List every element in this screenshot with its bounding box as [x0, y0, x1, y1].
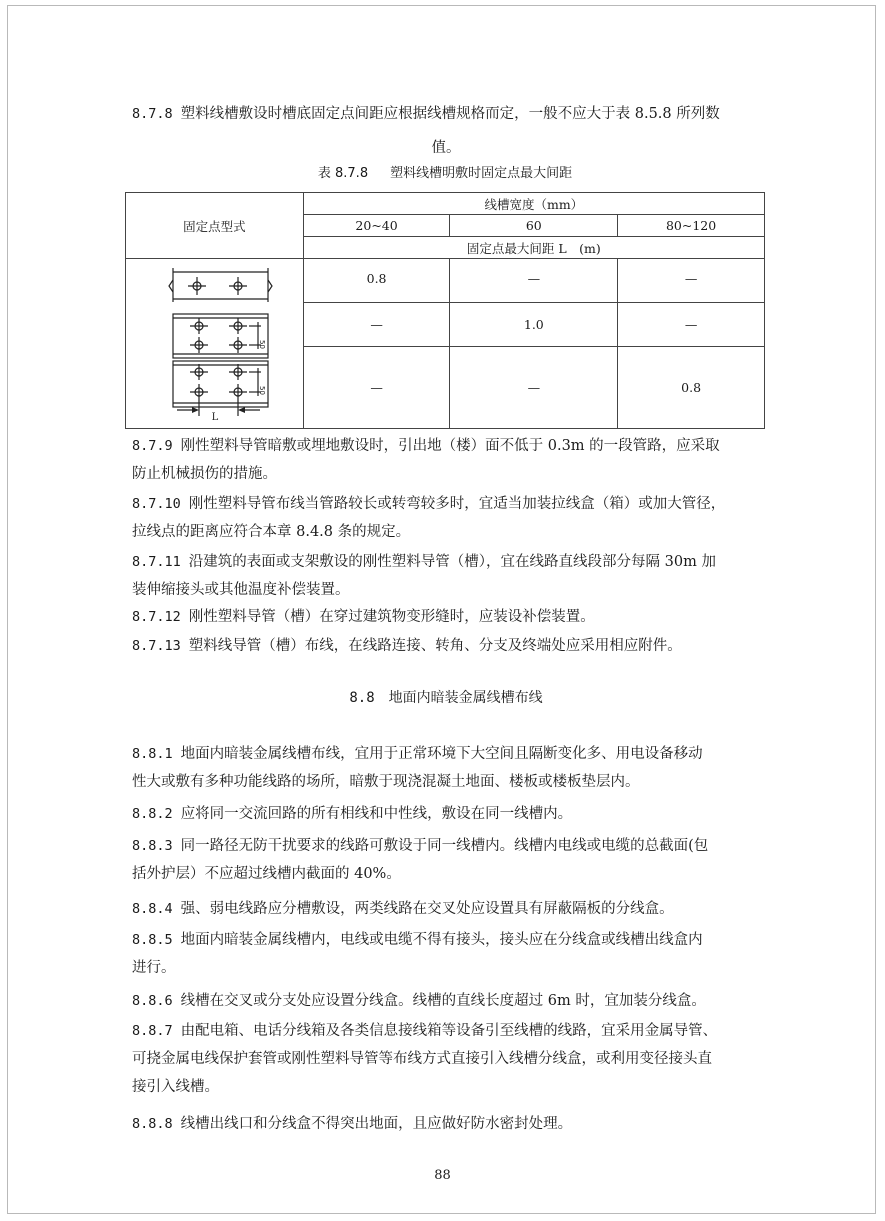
clause-text: 线槽出线口和分线盒不得突出地面，且应做好防水密封处理。 — [180, 1116, 573, 1132]
clause-text: 刚性塑料导管布线当管路较长或转弯较多时，宜适当加装拉线盒（箱）或加大管径， — [188, 496, 726, 512]
clause-text: 接引入线槽。 — [132, 1079, 219, 1095]
clause-text: 刚性塑料导管暗敷或埋地敷设时，引出地（楼）面不低于 0.3m 的一段管路，应采取 — [180, 438, 720, 454]
clause-number: 8.7.8 — [132, 106, 173, 122]
single-row-fixing-diagram — [169, 268, 272, 302]
clause-8-7-9 — [132, 432, 760, 488]
clause-text: 地面内暗装金属线槽内，电线或电缆不得有接头，接头应在分线盒或线槽出线盒内 — [180, 932, 703, 948]
clause-text: 括外护层）不应超过线槽内截面的 40%。 — [132, 866, 401, 882]
section-heading — [132, 686, 760, 710]
clause-number: 8.8.4 — [132, 901, 173, 917]
clause-text: 可挠金属电线保护套管或刚性塑料导管等布线方式直接引入线槽分线盒，或利用变径接头直 — [132, 1051, 712, 1067]
clause-8-7-8 — [132, 100, 760, 128]
dimension-50-label: 50 — [258, 340, 266, 349]
clause-8-7-13 — [132, 632, 760, 660]
clause-number: 8.8.3 — [132, 838, 173, 854]
page-number: 88 — [434, 1168, 451, 1183]
table-cell: — — [303, 303, 450, 347]
double-row-fixing-diagram — [173, 314, 268, 358]
dimension-L-label: L — [211, 412, 219, 423]
section-title: 地面内暗装金属线槽布线 — [388, 690, 543, 706]
clause-text: 性大或敷有多种功能线路的场所，暗敷于现浇混凝土地面、楼板或楼板垫层内。 — [132, 774, 640, 790]
section-number: 8.8 — [349, 690, 375, 706]
width-80-120: 80~120 — [618, 215, 765, 237]
header-fix-type: 固定点型式 — [126, 193, 304, 259]
clause-continuation: 值。 — [431, 140, 461, 156]
clause-8-7-12 — [132, 603, 760, 631]
clause-8-8-2 — [132, 800, 760, 828]
clause-number: 8.8.6 — [132, 993, 173, 1009]
clause-text: 强、弱电线路应分槽敷设，两类线路在交叉处应设置具有屏蔽隔板的分线盒。 — [180, 901, 674, 917]
clause-8-8-4 — [132, 895, 760, 923]
clause-text: 应将同一交流回路的所有相线和中性线，敷设在同一线槽内。 — [180, 806, 573, 822]
table-cell: 1.0 — [450, 303, 618, 347]
clause-8-7-11 — [132, 548, 760, 604]
dimension-50-label: 50 — [258, 386, 266, 395]
header-trunking-width: 线槽宽度（mm） — [303, 193, 764, 215]
table-cell: — — [303, 347, 450, 429]
clause-text: 塑料线槽敷设时槽底固定点间距应根据线槽规格而定，一般不应大于表 8.5.8 所列数 — [180, 106, 720, 122]
clause-text: 地面内暗装金属线槽布线，宜用于正常环境下大空间且隔断变化多、用电设备移动 — [180, 746, 703, 762]
clause-text: 由配电箱、电话分线箱及各类信息接线箱等设备引至线槽的线路，宜采用金属导管、 — [180, 1023, 718, 1039]
clause-number: 8.7.11 — [132, 554, 181, 570]
clause-8-8-6 — [132, 987, 760, 1015]
clause-number: 8.8.8 — [132, 1116, 173, 1132]
clause-8-8-1 — [132, 740, 760, 796]
table-cell: — — [618, 259, 765, 303]
clause-8-8-8 — [132, 1110, 760, 1138]
clause-8-8-7 — [132, 1017, 760, 1101]
table-title: 塑料线槽明敷时固定点最大间距 — [390, 166, 573, 181]
clause-number: 8.7.10 — [132, 496, 181, 512]
table-caption — [125, 164, 765, 184]
clause-number: 8.8.1 — [132, 746, 173, 762]
table-number: 表 8.7.8 — [317, 166, 369, 181]
width-60: 60 — [450, 215, 618, 237]
clause-text: 防止机械损伤的措施。 — [132, 466, 277, 482]
clause-text: 装伸缩接头或其他温度补偿装置。 — [132, 582, 350, 598]
clause-number: 8.7.13 — [132, 638, 181, 654]
clause-text: 塑料线导管（槽）布线，在线路连接、转角、分支及终端处应采用相应附件。 — [188, 638, 682, 654]
width-20-40: 20~40 — [303, 215, 450, 237]
clause-number: 8.8.7 — [132, 1023, 173, 1039]
clause-text: 同一路径无防干扰要求的线路可敷设于同一线槽内。线槽内电线或电缆的总截面(包 — [180, 838, 709, 854]
clause-text: 刚性塑料导管（槽）在穿过建筑物变形缝时，应装设补偿装置。 — [188, 609, 595, 625]
header-max-spacing: 固定点最大间距 L (m) — [303, 237, 764, 259]
table-cell: 0.8 — [303, 259, 450, 303]
clause-text: 沿建筑的表面或支架敷设的刚性塑料导管（槽），宜在线路直线段部分每隔 30m 加 — [188, 554, 716, 570]
clause-8-8-3 — [132, 832, 760, 888]
table-cell: — — [450, 259, 618, 303]
clause-number: 8.8.2 — [132, 806, 173, 822]
clause-text: 拉线点的距离应符合本章 8.4.8 条的规定。 — [132, 524, 411, 540]
clause-number: 8.7.9 — [132, 438, 173, 454]
double-row-spacing-L-diagram — [173, 361, 268, 416]
clause-number: 8.8.5 — [132, 932, 173, 948]
fixing-point-diagram — [125, 258, 303, 428]
clause-8-7-10 — [132, 490, 760, 546]
table-cell: 0.8 — [618, 347, 765, 429]
clause-number: 8.7.12 — [132, 609, 181, 625]
clause-text: 进行。 — [132, 960, 176, 976]
table-cell: — — [450, 347, 618, 429]
table-cell: — — [618, 303, 765, 347]
clause-text: 线槽在交叉或分支处应设置分线盒。线槽的直线长度超过 6m 时，宜加装分线盒。 — [180, 993, 706, 1009]
clause-8-8-5 — [132, 926, 760, 982]
